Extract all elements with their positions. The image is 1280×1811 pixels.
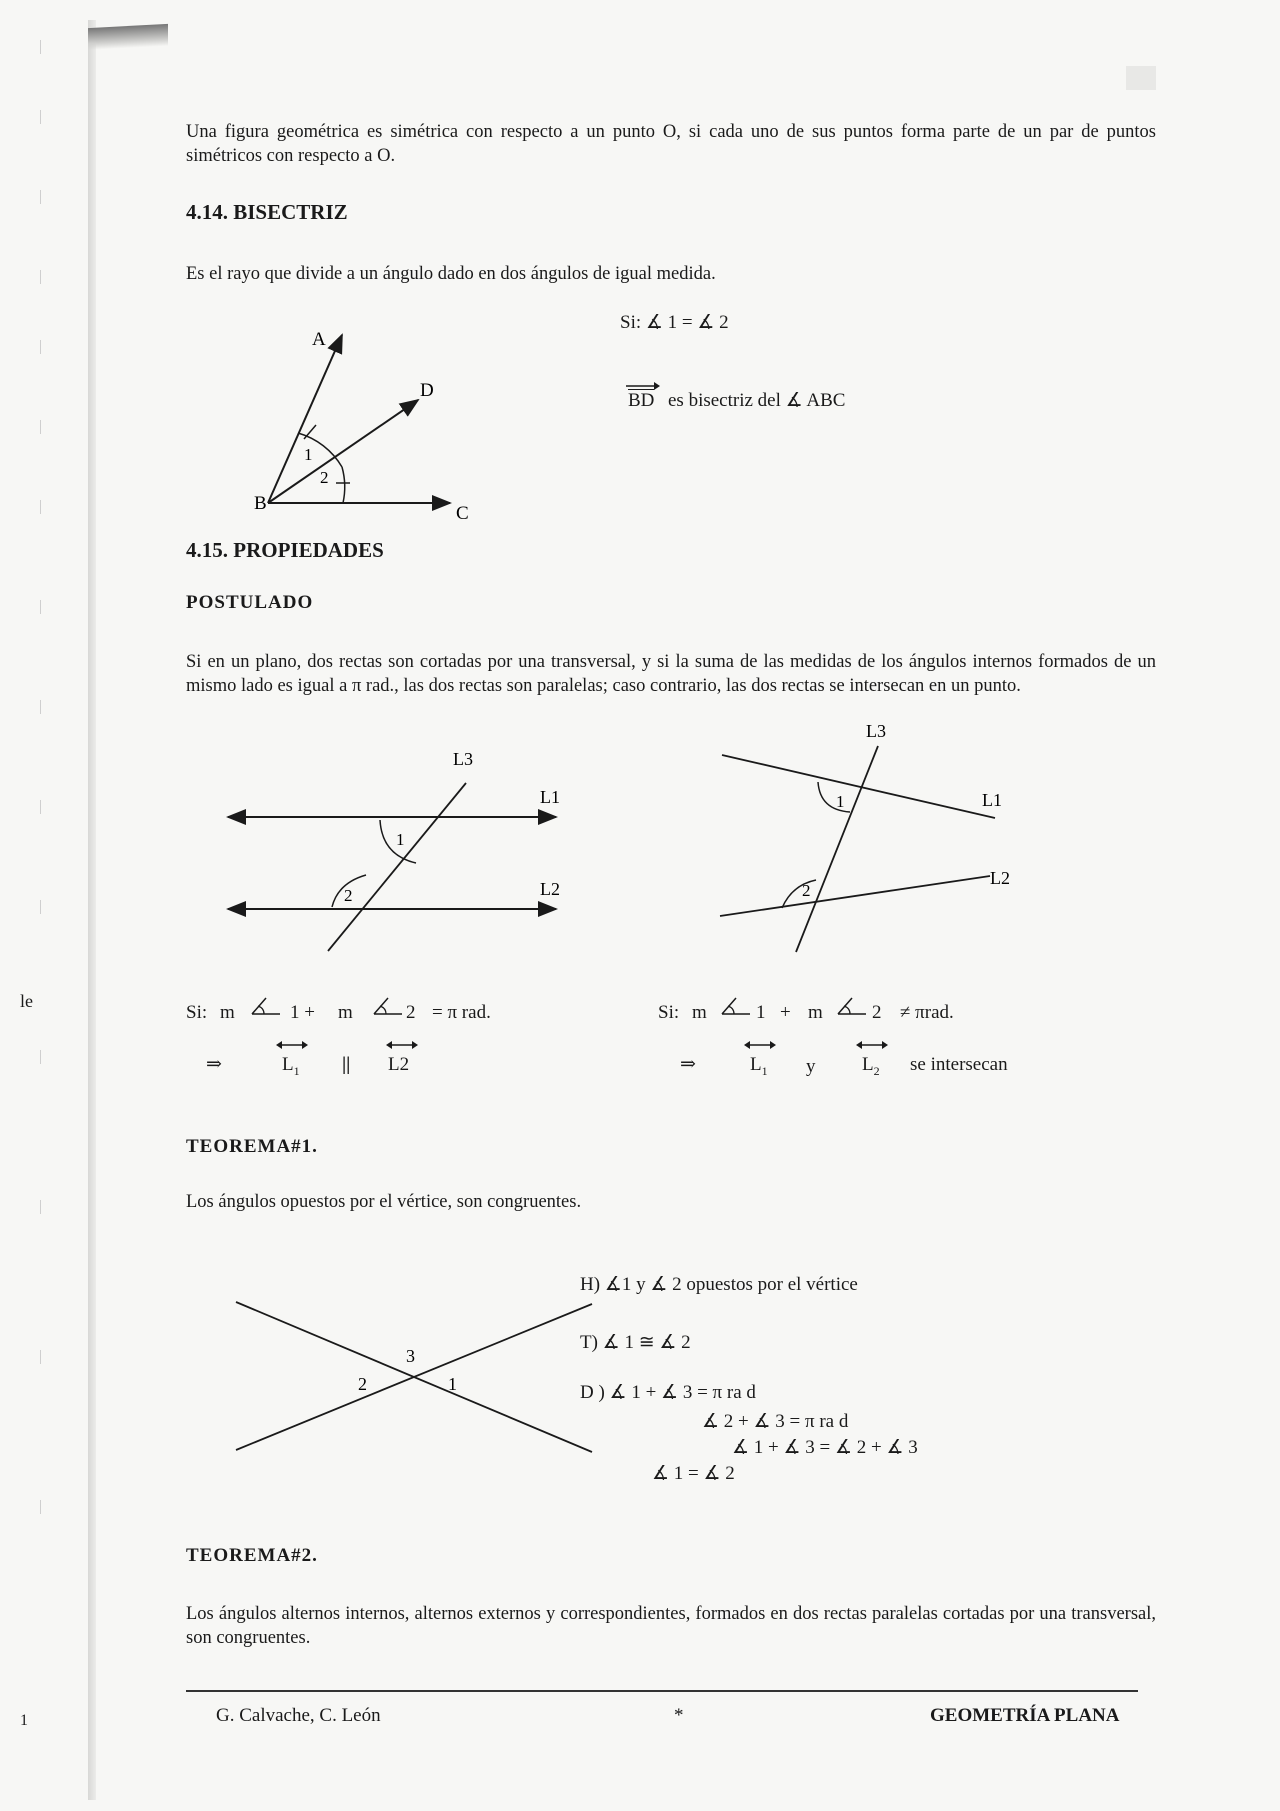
bisector-diagram (250, 315, 480, 525)
demonstration-line-2: ∡ 2 + ∡ 3 = π ra d (702, 1411, 849, 1432)
angle-symbol-icon (836, 996, 868, 1016)
angle-symbol-icon (250, 996, 282, 1016)
margin-tick (40, 420, 44, 434)
formula-right-m2: m (808, 1002, 823, 1023)
intro-paragraph: Una figura geométrica es simétrica con respecto a un punto O, si cada uno de sus puntos forma parte de un par de puntos simétricos con respecto a O. (186, 122, 1156, 166)
formula-right-plus: + (780, 1002, 791, 1023)
formula-right-a1: 1 (756, 1002, 766, 1023)
footer-authors: G. Calvache, C. León (216, 1705, 381, 1726)
angle-label-2: 2 (320, 468, 329, 487)
formula-left-a2: 2 (406, 1002, 416, 1023)
formula-right-a2: 2 (872, 1002, 882, 1023)
thesis: T) ∡ 1 ≅ ∡ 2 (580, 1332, 691, 1353)
formula-left-a1: 1 + (290, 1002, 315, 1023)
ray-bd-label: BD (628, 390, 655, 411)
line-arrow-icon (386, 1040, 418, 1050)
line-L1-letter: L (750, 1054, 762, 1075)
line-L1 (282, 1052, 300, 1084)
margin-tick (40, 340, 44, 354)
footer-star: * (674, 1705, 684, 1726)
section-heading-propiedades: 4.15. PROPIEDADES (186, 538, 384, 562)
line-arrow-icon (856, 1040, 888, 1050)
label-C: C (456, 503, 469, 524)
line-L2-subscript: 2 (873, 1063, 880, 1078)
margin-tick (40, 270, 44, 284)
section-heading-bisectriz: 4.14. BISECTRIZ (186, 200, 348, 224)
angle-label-3: 3 (406, 1346, 415, 1366)
formula-right-si: Si: (658, 1002, 680, 1023)
angle-label-1: 1 (836, 792, 845, 811)
margin-number: 1 (20, 1712, 28, 1729)
angle-label-1: 1 (304, 445, 313, 464)
ray-arrow-icon (626, 382, 660, 390)
angle-label-2: 2 (358, 1374, 367, 1394)
ray-bd (628, 388, 654, 414)
angle-symbol-icon (720, 996, 752, 1016)
angle-label-2: 2 (344, 886, 353, 905)
postulado-heading: POSTULADO (186, 592, 314, 613)
formula-left-si: Si: (186, 1002, 208, 1023)
line-L1-subscript: 1 (293, 1063, 300, 1078)
label-L3: L3 (866, 721, 886, 741)
line-arrow-icon (276, 1040, 308, 1050)
vertical-angles-diagram (230, 1290, 600, 1460)
line-L2: L2 (388, 1054, 410, 1075)
demonstration-line-4: ∡ 1 = ∡ 2 (652, 1463, 735, 1484)
angle-label-1: 1 (448, 1374, 457, 1394)
margin-tick (40, 1200, 44, 1214)
bisector-condition: Si: ∡ 1 = ∡ 2 (620, 312, 729, 333)
line-L1 (750, 1052, 768, 1084)
margin-tick (40, 500, 44, 514)
angle-symbol-icon (372, 996, 404, 1016)
label-L1: L1 (982, 790, 1002, 810)
margin-tick (40, 700, 44, 714)
binding-top-shadow (88, 24, 168, 50)
footer-title: GEOMETRÍA PLANA (930, 1705, 1120, 1726)
line-L1-letter: L (282, 1054, 294, 1075)
theorem-2-text: Los ángulos alternos internos, alternos externos y correspondientes, formados en dos rectas paralelas cortadas por una transversal, son congruentes. (186, 1604, 1156, 1648)
intersect-result: se intersecan (910, 1054, 1008, 1075)
footer-rule (186, 1690, 1138, 1692)
label-L3: L3 (453, 749, 473, 769)
margin-tick (40, 110, 44, 124)
margin-tick (40, 1500, 44, 1514)
intersecting-lines-diagram (700, 720, 1030, 960)
implies-arrow: ⇒ (680, 1054, 696, 1075)
line-L2-letter: L (862, 1054, 874, 1075)
bisector-conclusion: es bisectriz del ∡ ABC (668, 390, 846, 411)
label-A: A (312, 329, 326, 350)
label-B: B (254, 493, 267, 514)
margin-tick (40, 1350, 44, 1364)
theorem-2-heading: TEOREMA#2. (186, 1545, 318, 1566)
margin-tick (40, 190, 44, 204)
parallel-symbol: || (342, 1054, 351, 1075)
margin-tick (40, 600, 44, 614)
demonstration-line-3: ∡ 1 + ∡ 3 = ∡ 2 + ∡ 3 (732, 1437, 918, 1458)
angle-label-2: 2 (802, 881, 811, 900)
parallel-lines-diagram (220, 745, 600, 965)
demonstration-line-1: D ) ∡ 1 + ∡ 3 = π ra d (580, 1382, 756, 1403)
label-L2: L2 (540, 879, 560, 899)
formula-left-m1: m (220, 1002, 235, 1023)
label-L2: L2 (990, 868, 1010, 888)
formula-left-m2: m (338, 1002, 353, 1023)
margin-tick (40, 800, 44, 814)
binding-shadow (88, 20, 96, 1800)
formula-left-eq: = π rad. (432, 1002, 491, 1023)
label-D: D (420, 380, 434, 401)
margin-tick (40, 1050, 44, 1064)
hypothesis: H) ∡1 y ∡ 2 opuestos por el vértice (580, 1274, 858, 1295)
line-arrow-icon (744, 1040, 776, 1050)
formula-right-neq: ≠ πrad. (900, 1002, 954, 1023)
implies-arrow: ⇒ (206, 1054, 222, 1075)
theorem-1-text: Los ángulos opuestos por el vértice, son congruentes. (186, 1192, 582, 1212)
postulado-text: Si en un plano, dos rectas son cortadas por una transversal, y si la suma de las medidas de los ángulos internos formados de un mismo lado es igual a π rad., las dos rectas son paralelas; caso contrario, las dos rectas se intersecan en un punto. (186, 652, 1156, 696)
margin-text: le (20, 991, 33, 1011)
bisectriz-definition: Es el rayo que divide a un ángulo dado en dos ángulos de igual medida. (186, 264, 716, 284)
theorem-1-heading: TEOREMA#1. (186, 1136, 318, 1157)
angle-label-1: 1 (396, 830, 405, 849)
scan-mark (1126, 66, 1156, 90)
margin-tick (40, 900, 44, 914)
formula-right-m1: m (692, 1002, 707, 1023)
label-L1: L1 (540, 787, 560, 807)
line-L1-subscript: 1 (761, 1063, 768, 1078)
line-L2 (862, 1052, 880, 1084)
conjunction-y: y (806, 1056, 816, 1077)
margin-tick (40, 40, 44, 54)
